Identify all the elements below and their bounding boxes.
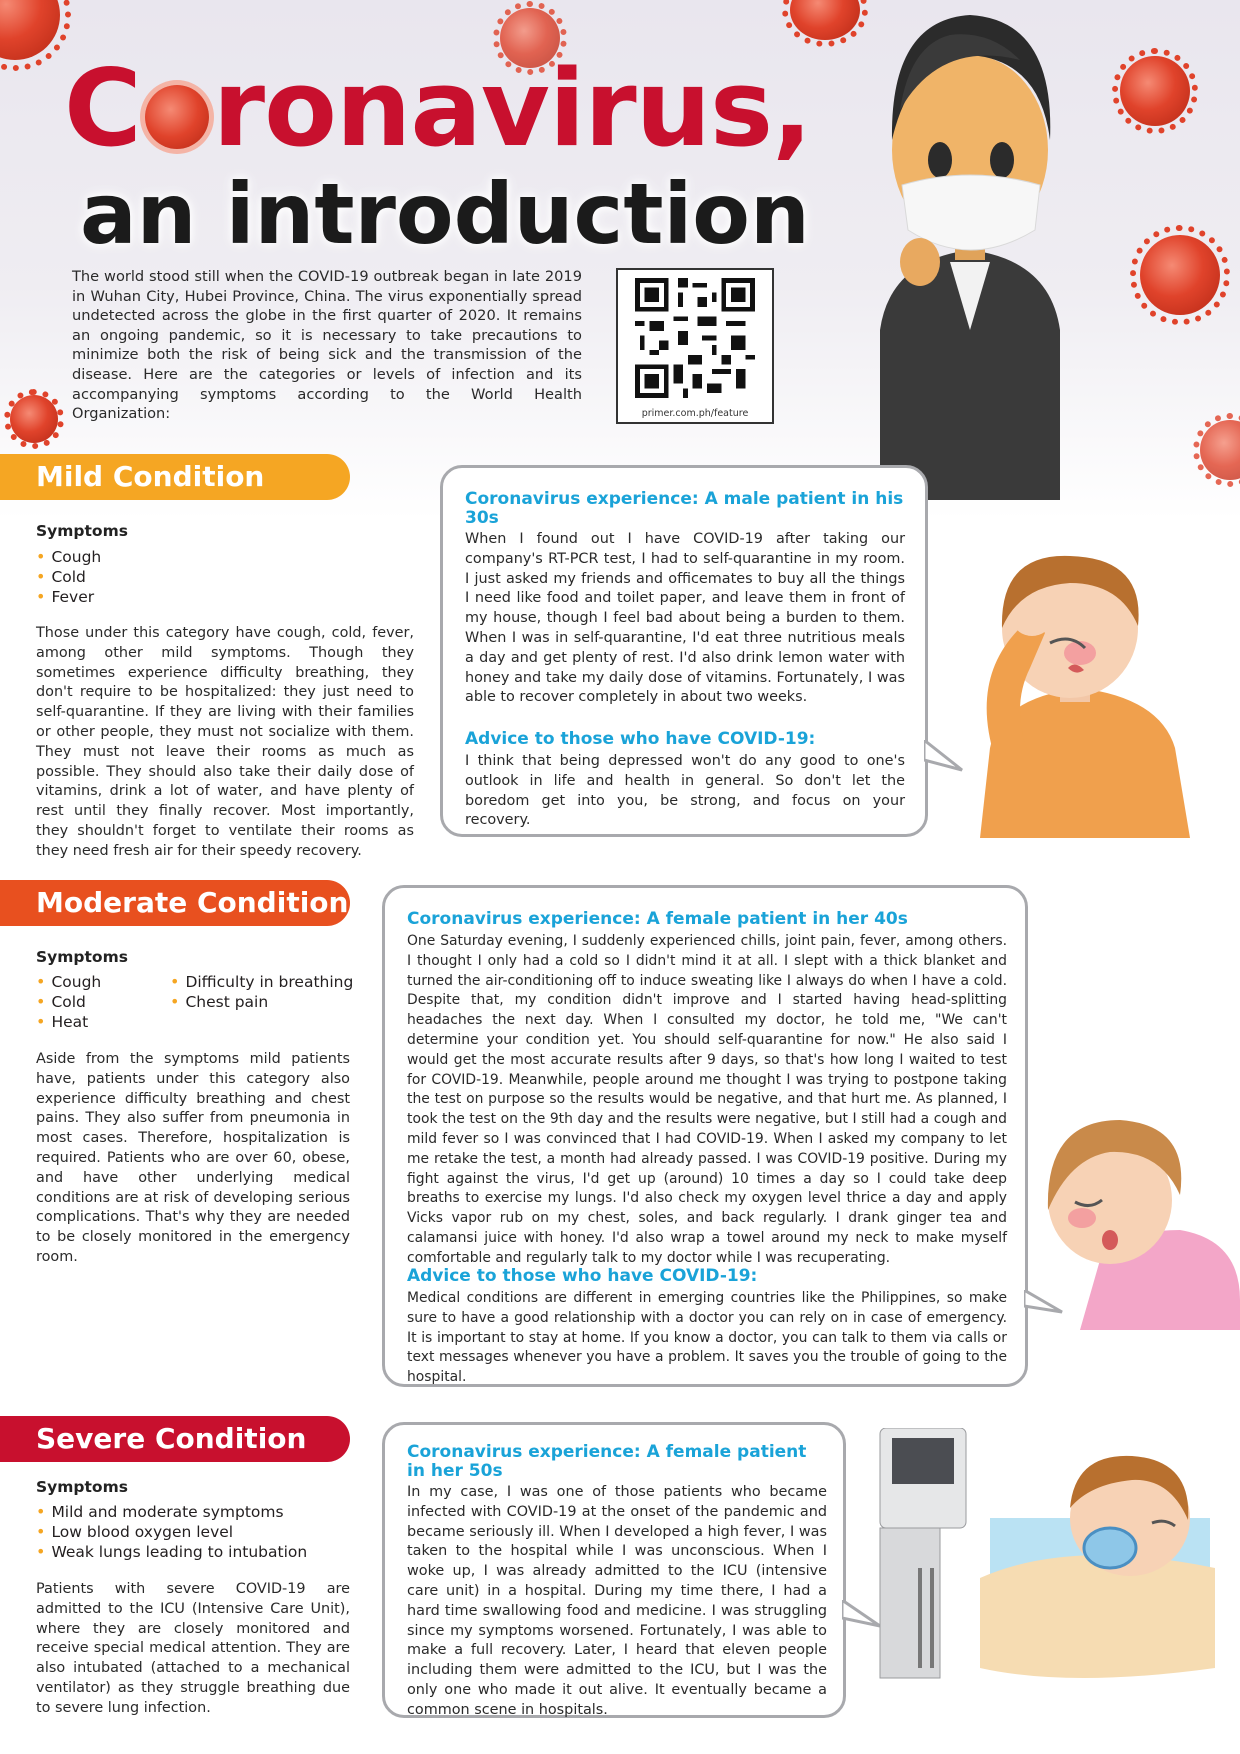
severe-experience-bubble [382, 1422, 846, 1718]
bubble-tail [924, 740, 964, 780]
page-subtitle: an introduction [80, 165, 810, 263]
list-item: • Cough [36, 972, 101, 992]
moderate-symptoms-title: Symptoms [36, 948, 128, 966]
moderate-experience-title: Coronavirus experience: A female patient in her 40s [407, 909, 908, 929]
mild-advice-title: Advice to those who have COVID-19: [465, 729, 816, 749]
moderate-symptoms-list-2 [170, 972, 353, 1012]
moderate-experience-text: One Saturday evening, I suddenly experienced chills, joint pain, fever, among others. I thought I only had a cold so I didn't mind it at all. I slept with a thick blanket and turned the air-conditioning off to induce sweating like I always do when I have a cold. Despite that, my condition didn't improve and I started having head-splitting headaches the next day. When I consulted my doctor, he told me, "We can't determine your condition yet. You should self-quarantine for now." He also said I would get the most accurate results after 9 days, so that's how long I waited to test for COVID-19. Meanwhile, people around me thought I was trying to postpone taking the test on purpose so the results would be negative, and that hurt me. As planned, I took the test on the 9th day and the results were negative, but I still had a cough and mild fever so I was convinced that I had COVID-19. When I asked my company to let me retake the test, a month had already passed. I was COVID-19 positive. During my fight against the virus, I'd get up (around) 10 times a day so I could take deep breaths to exercise my lungs. I'd also check my oxygen level thrice a day and apply Vicks vapor rub on my chest, soles, and back regularly. I drank ginger tea and calamansi juice with honey. I'd also wrap a towel around my neck to make myself comfortable and regularly talk to my doctor while I was recuperating. [407, 933, 1007, 1266]
list-item: • Weak lungs leading to intubation [36, 1542, 307, 1562]
severe-description: Patients with severe COVID-19 are admitted to the ICU (Intensive Care Unit), where they are closely monitored and receive special medical attention. They are also intubated (attached to a mechanical ventilator) as they struggle breathing due to severe lung infection. [36, 1581, 350, 1716]
list-item: • Heat [36, 1012, 101, 1032]
severe-experience-title: Coronavirus experience: A female patient in her 50s [407, 1442, 807, 1481]
qr-caption: primer.com.ph/feature [641, 408, 749, 419]
list-item: • Difficulty in breathing [170, 972, 353, 992]
page-title: C ronavirus, [64, 47, 812, 170]
qr-code[interactable] [616, 268, 774, 424]
moderate-symptoms-list-1 [36, 972, 101, 1032]
mild-symptoms-list [36, 547, 101, 607]
mild-experience-bubble [440, 465, 928, 837]
list-item: • Cold [36, 992, 101, 1012]
list-item: • Cough [36, 547, 101, 567]
moderate-experience-bubble [382, 885, 1028, 1387]
list-item: • Mild and moderate symptoms [36, 1502, 307, 1522]
sick-man-illustration [960, 548, 1220, 838]
virus-decoration-icon [0, 0, 60, 60]
moderate-description: Aside from the symptoms mild patients have, patients under this category also experience difficulty breathing and chest pains. They also suffer from pneumonia in most cases. Therefore, hospitalization is required. Patients who are over 60, obese, and have other underlying medical conditions are at risk of developing serious complications. That's why they are needed to be closely monitored in the emergency room. [36, 1051, 350, 1265]
sick-woman-illustration [1040, 1100, 1240, 1330]
mild-condition-banner: Mild Condition [0, 454, 350, 500]
list-item: • Cold [36, 567, 101, 587]
virus-decoration-icon [1200, 420, 1240, 480]
list-item: • Fever [36, 587, 101, 607]
severe-symptoms-title: Symptoms [36, 1478, 128, 1496]
list-item: • Low blood oxygen level [36, 1522, 307, 1542]
mild-experience-text: When I found out I have COVID-19 after taking our company's RT-PCR test, I had to self-quarantine in my room. I just asked my friends and officemates to buy all the things I need like food and toilet paper, and leave them in front of my house, though I feel bad about being a burden to them. When I was in self-quarantine, I'd eat three nutritious meals a day and get plenty of rest. I'd also drink lemon water with honey and take my daily dose of vitamins. Fortunately, I was able to recover completely in about two weeks. [465, 531, 905, 706]
icu-patient-illustration [870, 1428, 1220, 1688]
mild-advice-text: I think that being depressed won't do any good to one's outlook in life and health in general. So don't let the boredom get into you, be strong, and focus on your recovery. [465, 753, 905, 829]
mild-symptoms-title: Symptoms [36, 522, 128, 540]
mild-experience-title: Coronavirus experience: A male patient in his 30s [465, 489, 904, 528]
severe-experience-text: In my case, I was one of those patients who became infected with COVID-19 at the onset of the pandemic and became seriously ill. When I developed a high fever, I was taken to the hospital while I was unconscious. When I woke up, I was already admitted to the ICU (intensive care unit) in a hospital. During my time there, I had a hard time swallowing food and medicine. I was struggling since my symptoms worsened. Fortunately, I was able to make a full recovery. Later, I heard that eleven people including them were admitted to the ICU, but I was the only one who made it out alive. It eventually became a common scene in hospitals. [407, 1484, 827, 1718]
masked-woman-illustration [840, 0, 1100, 500]
virus-decoration-icon [1120, 56, 1190, 126]
severe-symptoms-list [36, 1502, 307, 1562]
moderate-advice-title: Advice to those who have COVID-19: [407, 1266, 758, 1286]
virus-decoration-icon [1140, 235, 1220, 315]
list-item: • Chest pain [170, 992, 353, 1012]
severe-condition-banner: Severe Condition [0, 1416, 350, 1462]
moderate-condition-banner: Moderate Condition [0, 880, 350, 926]
virus-decoration-icon [10, 395, 58, 443]
mild-description: Those under this category have cough, cold, fever, among other mild symptoms. Though they sometimes experience difficulty breathing, they don't require to be hospitalized: they just need to self-quarantine. If they are living with their families or other people, they must not socialize with them. They must not leave their rooms as much as possible. They should also take their daily dose of vitamins, drink a lot of water, and have plenty of rest until they finally recover. Most importantly, they shouldn't forget to ventilate their rooms as they need fresh air for their speedy recovery. [36, 625, 414, 859]
intro-paragraph: The world stood still when the COVID-19 outbreak began in late 2019 in Wuhan City, Hubei Province, China. The virus exponentially spread undetected across the globe in the first quarter of 2020. It remains an ongoing pandemic, so it is necessary to take precautions to minimize both the risk of being sick and the transmission of the disease. Here are the categories or levels of infection and its accompanying symptoms according to the World Health Organization: [72, 268, 582, 423]
virus-letter-icon [145, 85, 209, 149]
moderate-advice-text: Medical conditions are different in emerging countries like the Philippines, so make sure to have a good relationship with a doctor you can rely on in case of emergency. It is important to stay at home. If you know a doctor, you can talk to them via calls or text messages whenever you have a problem. It saves you the trouble of going to the hospital. [407, 1290, 1007, 1386]
qr-code-icon [630, 278, 760, 398]
